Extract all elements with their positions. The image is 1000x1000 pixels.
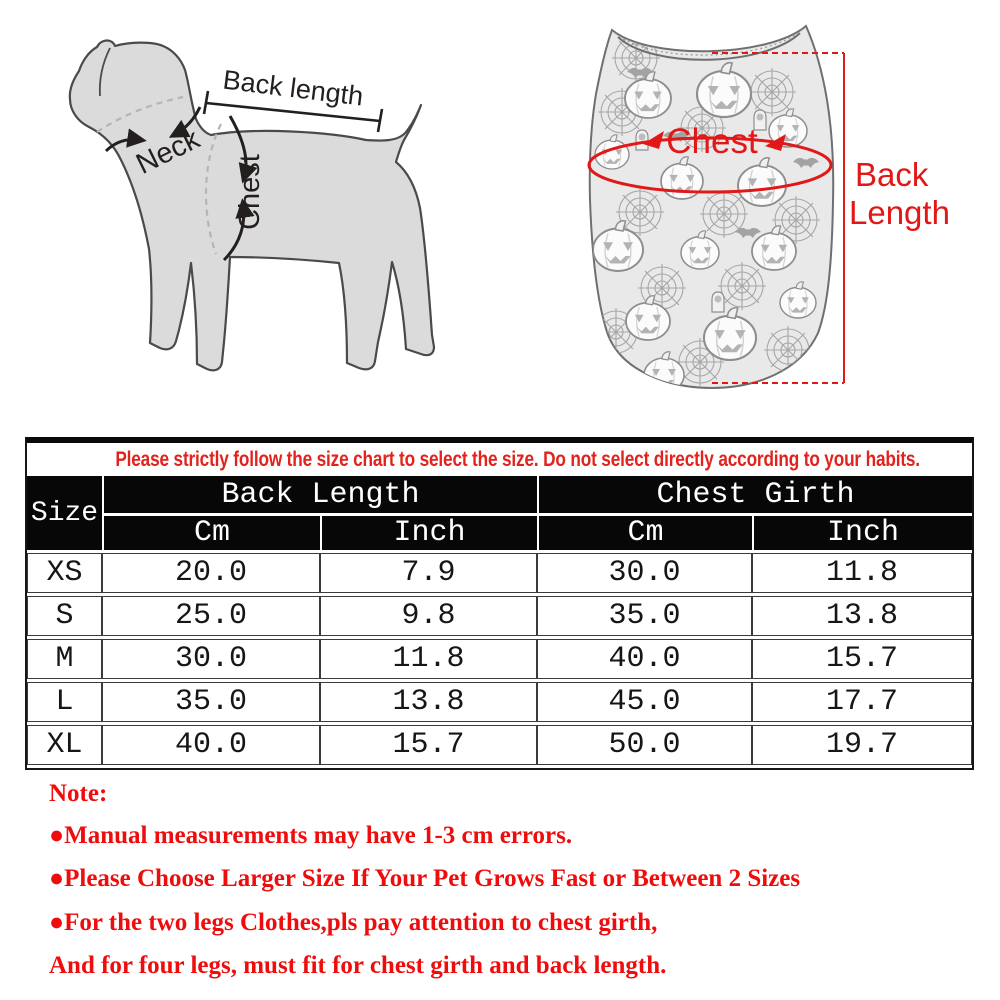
size-cell: L bbox=[27, 682, 102, 722]
value-cell: 40.0 bbox=[102, 725, 320, 765]
vest-back-length-label-line1: Back bbox=[855, 156, 929, 193]
value-cell: 7.9 bbox=[320, 553, 537, 593]
value-cell: 40.0 bbox=[537, 639, 752, 679]
group-header-row bbox=[27, 476, 972, 513]
vest-back-length-label-line2: Length bbox=[849, 194, 950, 231]
size-row-m bbox=[27, 639, 972, 679]
size-cell: S bbox=[27, 596, 102, 636]
value-cell: 17.7 bbox=[752, 682, 972, 722]
size-table-notice-cell bbox=[27, 446, 972, 473]
value-cell: 35.0 bbox=[537, 596, 752, 636]
size-cell: XL bbox=[27, 725, 102, 765]
web-icon bbox=[748, 68, 796, 116]
value-cell: 50.0 bbox=[537, 725, 752, 765]
size-row-l bbox=[27, 682, 972, 722]
vest-chest-label: Chest bbox=[666, 122, 758, 161]
web-icon bbox=[718, 262, 766, 310]
dog-chest-label: Chest bbox=[234, 154, 266, 230]
unit-header-row bbox=[27, 516, 972, 550]
col-group-back-length: Back Length bbox=[102, 476, 537, 513]
value-cell: 19.7 bbox=[752, 725, 972, 765]
note-line: And for four legs, must fit for chest girth and back length. bbox=[49, 952, 667, 979]
dog-back-length-label: Back length bbox=[221, 64, 365, 112]
reaper-icon bbox=[636, 130, 648, 150]
size-row-xl bbox=[27, 725, 972, 765]
notice-row bbox=[27, 446, 972, 473]
notes-section bbox=[49, 780, 969, 996]
value-cell: 9.8 bbox=[320, 596, 537, 636]
size-cell: XS bbox=[27, 553, 102, 593]
reaper-icon bbox=[712, 292, 724, 312]
measurement-diagram bbox=[0, 0, 1000, 430]
size-row-xs bbox=[27, 553, 972, 593]
value-cell: 15.7 bbox=[320, 725, 537, 765]
size-cell: M bbox=[27, 639, 102, 679]
value-cell: 20.0 bbox=[102, 553, 320, 593]
value-cell: 13.8 bbox=[320, 682, 537, 722]
col-header-chest-cm: Cm bbox=[537, 516, 752, 550]
size-table-notice: Please strictly follow the size chart to select the size. Do not select directly according to your habits. bbox=[115, 447, 920, 471]
value-cell: 15.7 bbox=[752, 639, 972, 679]
col-header-back-cm: Cm bbox=[102, 516, 320, 550]
note-line: ●Manual measurements may have 1-3 cm errors. bbox=[49, 821, 573, 849]
value-cell: 45.0 bbox=[537, 682, 752, 722]
dog-neck-label: Neck bbox=[131, 123, 205, 181]
note-line: ●Please Choose Larger Size If Your Pet Grows Fast or Between 2 Sizes bbox=[49, 865, 801, 892]
value-cell: 13.8 bbox=[752, 596, 972, 636]
value-cell: 35.0 bbox=[102, 682, 320, 722]
size-table bbox=[25, 437, 974, 770]
note-line: ●For the two legs Clothes,pls pay attention to chest girth, bbox=[49, 908, 658, 936]
value-cell: 30.0 bbox=[537, 553, 752, 593]
size-row-s bbox=[27, 596, 972, 636]
size-table-grid bbox=[27, 443, 972, 768]
vest-figure bbox=[589, 26, 950, 392]
col-header-back-inch: Inch bbox=[320, 516, 537, 550]
value-cell: 11.8 bbox=[752, 553, 972, 593]
value-cell: 30.0 bbox=[102, 639, 320, 679]
dog-measurement-figure bbox=[70, 40, 434, 370]
col-header-chest-inch: Inch bbox=[752, 516, 972, 550]
value-cell: 25.0 bbox=[102, 596, 320, 636]
notes-title: Note: bbox=[49, 780, 108, 807]
col-group-chest-girth: Chest Girth bbox=[537, 476, 972, 513]
value-cell: 11.8 bbox=[320, 639, 537, 679]
col-header-size: Size bbox=[27, 476, 102, 550]
web-icon bbox=[764, 326, 812, 374]
